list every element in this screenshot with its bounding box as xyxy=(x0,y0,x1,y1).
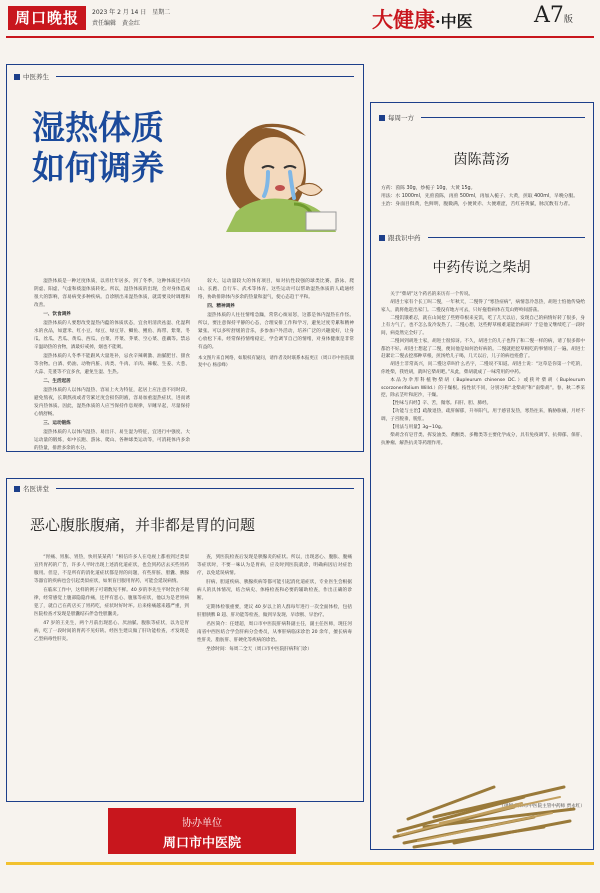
subheading: 二、生活起居 xyxy=(43,379,71,384)
paragraph: 【性味与归经】辛、苦，微寒。归肝、胆、肺经。 xyxy=(390,401,492,407)
article-column xyxy=(198,278,354,498)
paragraph: 湿热体质是一种过度体质，以青壮年居多。到了冬季，这种体质还可向阴虚、阳虚、气虚和痰湿体质转化。所以，湿热体质的出现，会对身体造成很大的影响，容易病变多种疾病。自诊断出来湿热体质，就需要及时调理和改善。 xyxy=(34,279,190,308)
paragraph: 坐诊时间：每周二全天（周口市中医院肝病科门诊） xyxy=(206,647,312,652)
subheading: 一、饮食调养 xyxy=(43,312,71,317)
section-subname: ·中医 xyxy=(435,12,473,31)
paragraph: 查，到医院检查后发现是胰腺炎的症状。所以，出现恶心、腹胀、腹痛等症状时，不要一味认为是胃病，应及时到医院就诊，明确病因后对症治疗，以免延误病情。 xyxy=(197,555,352,576)
tag-square-icon xyxy=(14,486,20,492)
paragraph: 较大、运动量较大的体育项目，如对抗性较强的球类比赛、游泳、爬山、长跑、自行车、武术等体育。这些运动可以帮助湿热体质的人疏通经络，协助排除体内多余的热量和湿气，使心态趋于平和。 xyxy=(198,279,354,300)
right-sidebar xyxy=(370,102,594,850)
masthead-rule xyxy=(6,36,594,38)
paragraph: 胡进士非常高兴，问二慢这草叫什么名字，二慢说不知道。胡进士说：“这草是你第一个吃的，你姓柴，我姓胡，就叫它柴胡吧。”从此，柴胡就成了一味常用的中药。 xyxy=(381,362,585,375)
paragraph: 本品为伞形科植物柴胡（Bupleurum chinense DC.）或狭叶柴胡（Bupleurum scorzonerifolium Willd.）的干燥根。按性状不同，分别习称“北柴胡”和“南柴胡”。春、秋二季采挖，除去茎叶和泥沙，干燥。 xyxy=(381,378,585,399)
newspaper-logo: 周口晚报 xyxy=(8,6,86,30)
recipe-title: 茵陈蒿汤 xyxy=(453,152,510,168)
paragraph: 湿热体质的人以体内湿热、容易上火为特征，起居上应注意不同时段，避免熬夜，长期熬夜或者劳累过度会损伤阴液，容易加重湿热症状，进而诱发内热体质。因此，湿热体质的人应当保持作息规律，早睡早起，尽量保持心情舒畅。 xyxy=(34,388,190,417)
section-title xyxy=(372,4,473,34)
article-column xyxy=(197,554,352,780)
subheading: 四、精神调养 xyxy=(207,304,235,309)
article-credit: 本文图片来自网络，如版权有疑问，请作者及时联系本报更正（周口市中医院康复中心 杨彦峰） xyxy=(198,356,354,368)
sponsor-banner: 协办单位 周口市中医院 xyxy=(108,808,296,854)
tag-square-icon xyxy=(379,115,385,121)
article-column xyxy=(34,278,190,498)
paragraph: 湿热体质的人冬季不能跟风大量进补，忌食辛辣刺激、油腻肥甘、甜食等食物。白酒、奶油、动物内脏、肉类、牛肉、羊肉、辣椒、生姜、大葱、大蒜、芫荽等不宜多食，避免生湿、生热。 xyxy=(34,354,190,375)
paragraph: 47 岁的王先生，两个月前出现恶心、厌油腻、腹胀等症状，以为是胃病，吃了一段时间的胃药不见好转。经医生建议做了肝功能检查，才发现是乙型病毒性肝炎。 xyxy=(34,621,189,642)
paragraph: 胡进士家有个长工叫二慢，一年秋天，二慢得了“寒热症病”，病情忽冷忽热，胡进士怕他传染给家人，就将他赶出家门。二慢没有地方可去，只好拖着病体在荒山野岭间游荡。 xyxy=(381,300,585,313)
paragraph: 湿热体质的人以体内湿热、易出汗、易生湿为特征，宜进行中强度、大运动量的锻炼，如中长跑、游泳、爬山、各种球类运动等，可消耗体内多余的热量，排泄多余的水分。 xyxy=(34,430,190,451)
subheading: 三、运动锻炼 xyxy=(43,421,71,426)
recipe-body xyxy=(381,185,585,209)
paragraph: 在临床工作中，这样的例子可谓数见不鲜。40 岁的李先生平时饮食不规律，经常感觉上腹部隐隐作痛，还伴有恶心、腹胀等症状，他以为是老胃病犯了，就自己在药店买了胃药吃，症状时好时坏。后来疼痛越来越严重，到医院检查才发现是胆囊结石伴急性胆囊炎。 xyxy=(34,588,189,617)
article-body xyxy=(34,554,352,780)
story-title: 中药传说之柴胡 xyxy=(432,260,531,276)
paragraph: 肝病、胆道疾病、胰腺疾病等都可能引起消化道症状，专业医生会根据病人的具体情况，结合病史、体格检查和必要的辅助检查，作出正确的诊断。 xyxy=(197,580,352,601)
bupleurum-herb-illustration xyxy=(374,742,588,872)
story-body xyxy=(381,291,585,803)
paragraph: 二慢饥饿难忍，就在山间挖了些野草根来充饥，吃了几天以后，发现自己的病情好转了很多，身上有力气了，也不怎么发冷发热了。二慢心想，这些野草根难道能治病吗？于是他又继续吃了一段时间，病竟然完全好了。 xyxy=(381,315,585,336)
story-credit: （供稿 周口市中医院主管中药师 贾永红） xyxy=(499,804,585,809)
article-headline: 湿热体质 如何调养 xyxy=(32,108,164,187)
issue-date: 2023 年 2 月 14 日 星期二 xyxy=(92,9,171,16)
article-headline: 恶心腹胀腹痛，并非都是胃的问题 xyxy=(30,516,256,534)
paragraph: 【功能与主治】疏散退热，疏肝解郁，升举阳气。用于感冒发热，寒热往来，胸胁胀痛，月经不调，子宫脱垂，脱肛。 xyxy=(381,409,585,422)
article-damp-heat xyxy=(6,70,364,451)
footer-rule xyxy=(6,862,594,865)
paragraph: “胃痛、胃胀、胃热，快用某某药！”相信许多人在电视上都看到过类似宣传胃药的广告，许多人平时出现上述消化道症状，也会到药店去买些胃药服用。但是，不是所有的消化道症状都是胃的问题，有些肝脏、胆囊、胰腺等器官的疾病也会引起类似症状，如果盲目服用胃药，可能会延误病情。 xyxy=(34,555,189,584)
paragraph: 关于“柴胡”这个药名的来历有一个传说。 xyxy=(390,292,474,297)
paragraph: 定期体检很重要，建议 40 岁以上的人群每年进行一次全面体检，包括肝胆胰脾 B 超、肝功能等检查，做到早发现、早诊断、早治疗。 xyxy=(197,605,352,618)
paragraph: 方药：茵陈 30g，炒栀子 10g，大黄 15g。 xyxy=(381,186,476,191)
section-tag: 名医讲堂 xyxy=(14,484,354,493)
paragraph: 湿热体质的人要想改变湿热内蕴的体质状态，宜食用清淡祛湿、化湿利水的食品，如薏米、红小豆、绿豆、绿豆芽、鲫鱼、鲤鱼、海带、紫菜、冬瓜、丝瓜、苦瓜、黄瓜、西瓜、白菜、芹菜、荠菜、空心菜、莲藕等。禁忌辛温助热的食物，酒最好戒掉，烟也不能吸。 xyxy=(34,321,190,350)
article-nausea xyxy=(6,484,364,790)
editor-credit: 责任编辑 黄金红 xyxy=(92,20,141,27)
paragraph: 柴胡含有皂苷类、挥发油类、黄酮类、多糖类等主要化学成分，具有免疫调节、抗抑郁、保肝、抗肿瘤、解热抗炎等药理作用。 xyxy=(381,433,585,446)
section-name: 大健康 xyxy=(372,7,435,32)
page-number: A7版 xyxy=(534,3,573,28)
masthead xyxy=(0,0,600,48)
paragraph: 湿热体质的人往往情绪急躁，常常心烦易怒，这都是体内湿热在作怪。所以，要注意保持平静的心态，合理安排工作和学习，避免过度劳累和精神紧张。可以多听舒缓的音乐，多参加户外活动，培养广泛的兴趣爱好，让身心放松下来。经常保持情绪稳定，学会调节自己的情绪，对身体健康是非常有益的。 xyxy=(198,313,354,350)
crying-girl-illustration xyxy=(196,92,356,242)
section-tag: 跟我识中药 xyxy=(379,233,585,242)
paragraph: 名医简介：任建超，周口市中医院肝病科副主任，副主任医师，现任河南省中西医结合学会肝病分会委员，从事肝病临床诊治 20 余年，擅长病毒性肝炎、脂肪肝、肝硬化等疾病的诊治。 xyxy=(197,622,352,643)
paragraph: 主治：身面目俱黄，色鲜明，腹微满，小便黄赤、大便难涩，舌红苔黄腻，脉沉数有力者。 xyxy=(381,202,573,207)
article-column xyxy=(34,554,189,780)
section-tag: 每周一方 xyxy=(379,113,585,122)
section-tag: 中医养生 xyxy=(14,72,354,81)
paragraph: 用法：水 1000ml，先煎茵陈，再煎 500ml，再加入栀子、大黄，煎取 400ml，早晚分服。 xyxy=(381,194,579,199)
tag-square-icon xyxy=(379,235,385,241)
tag-square-icon xyxy=(14,74,20,80)
article-body xyxy=(34,278,354,498)
paragraph: 【用法与用量】3g~10g。 xyxy=(390,425,446,431)
paragraph: 二慢回到胡进士家，胡进士很惊讶。不久，胡进士的儿子也得了和二慢一样的病，请了很多郎中都治不好。胡进士想起了二慢，便问他是如何治好病的。二慢就把挖草根吃的事情说了一遍。胡进士赶紧让二慢去挖那种草根，煎汤给儿子喝，几天以后，儿子的病也痊愈了。 xyxy=(381,339,585,360)
